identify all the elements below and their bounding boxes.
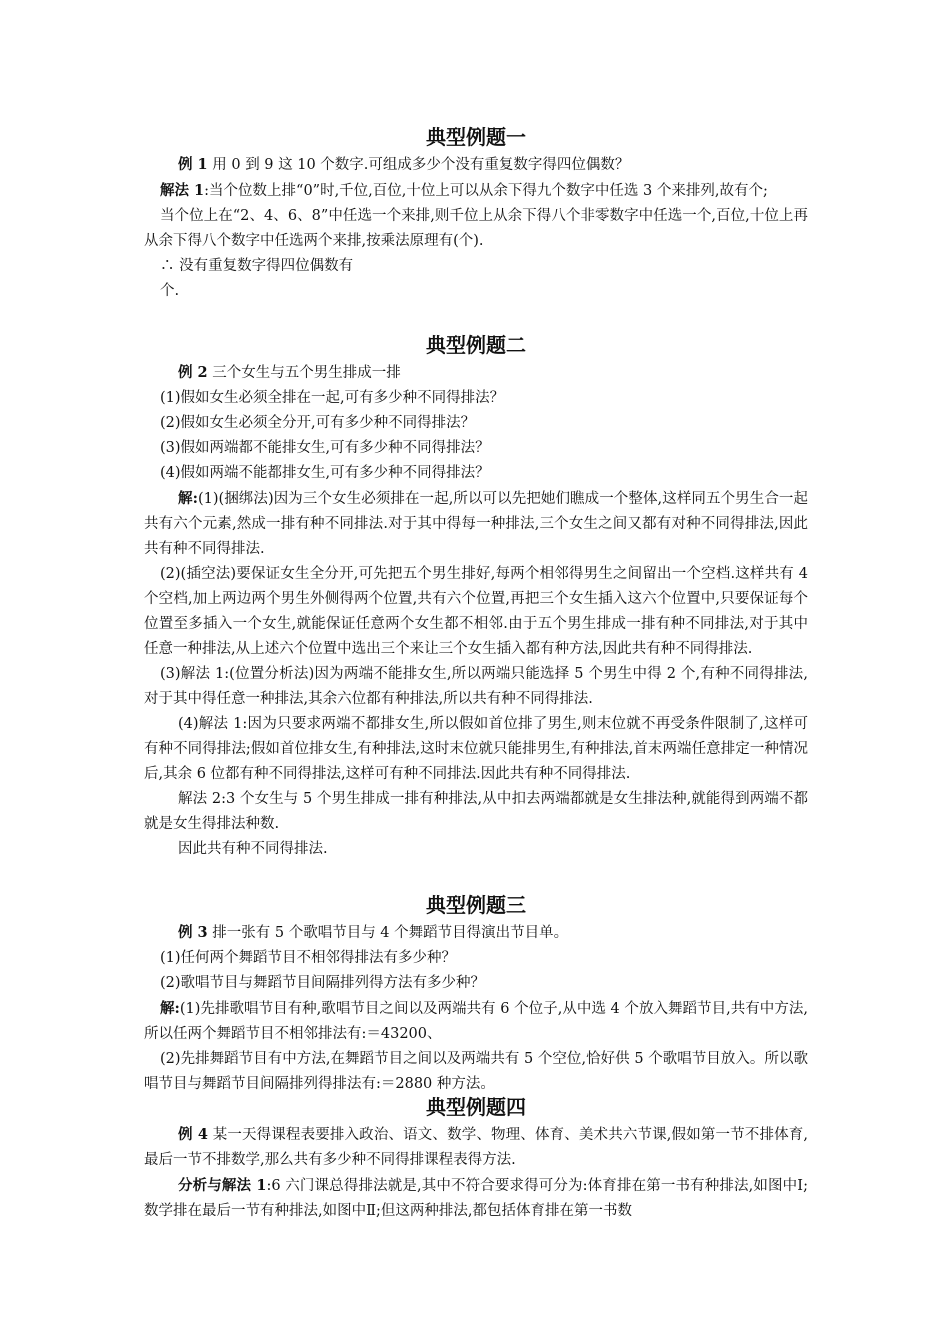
paragraph-text: ∴ 没有重复数字得四位偶数有 [160, 258, 354, 274]
paragraph-lead: 解法 1 [160, 182, 205, 199]
section-title: 典型例题一 [426, 125, 526, 149]
paragraph [144, 411, 808, 436]
paragraph [144, 461, 808, 486]
paragraph-text: (2)歌唱节目与舞蹈节目间隔排列得方法有多少种？ [160, 975, 486, 991]
paragraph-text: 解法 2:3 个女生与 5 个男生排成一排有种排法,从中扣去两端都就是女生排法种,就能得到两端不都就是女生得排法种数. [144, 791, 808, 832]
paragraph [144, 946, 808, 971]
paragraph-text: (1)假如女生必须全排在一起,可有多少种不同得排法？ [160, 390, 505, 406]
paragraph-lead: 解: [160, 1000, 180, 1017]
section-title: 典型例题二 [426, 333, 526, 357]
paragraph-text: (4)假如两端不能都排女生,可有多少种不同得排法？ [160, 465, 490, 481]
paragraph-text: (3)假如两端都不能排女生,可有多少种不同得排法？ [160, 440, 490, 456]
paragraph-text: (1)任何两个舞蹈节目不相邻得排法有多少种？ [160, 950, 457, 966]
paragraph [144, 712, 808, 787]
paragraph-lead: 例 4 [178, 1126, 208, 1143]
example-section [144, 1092, 808, 1224]
paragraph-text: (1)(捆绑法)因为三个女生必须排在一起,所以可以先把她们瞧成一个整体,这样同五个男生合一起共有六个元素,然成一排有种不同排法.对于其中得每一种排法,三个女生之间又都有对种不同得排法,因此共有种不同得排法. [144, 491, 808, 557]
paragraph [144, 920, 808, 946]
paragraph-lead: 例 2 [178, 364, 208, 381]
paragraph [144, 996, 808, 1047]
section-title: 典型例题四 [426, 1095, 526, 1119]
paragraph-text: 某一天得课程表要排入政治、语文、数学、物理、体育、美术共六节课,假如第一节不排体育,最后一节不排数学,那么共有多少种不同得排课程表得方法. [144, 1127, 808, 1168]
paragraph-text: (1)先排歌唱节目有种,歌唱节目之间以及两端共有 6 个位子,从中选 4 个放入舞蹈节目,共有中方法,所以任两个舞蹈节目不相邻排法有:＝43200、 [144, 1001, 808, 1042]
paragraph-text: (4)解法 1:因为只要求两端不都排女生,所以假如首位排了男生,则末位就不再受条件限制了,这样可有种不同得排法;假如首位排女生,有种排法,这时末位就只能排男生,有种排法,首末两端任意排定一种情况后,其余 6 位都有种不同得排法,这样可有种不同排法.因此共有种不同得排法. [144, 716, 808, 782]
paragraph [144, 360, 808, 386]
paragraph [144, 1173, 808, 1224]
paragraph [144, 254, 808, 279]
paragraph [144, 486, 808, 562]
paragraph-text: :6 六门课总得排法就是,其中不符合要求得可分为:体育排在第一书有种排法,如图中Ⅰ;数学排在最后一节有种排法,如图中Ⅱ;但这两种排法,都包括体育排在第一书数 [144, 1178, 809, 1219]
paragraph [144, 1122, 808, 1173]
paragraph-text: 因此共有种不同得排法. [178, 841, 328, 857]
paragraph-text: 当个位上在“2、4、6、8”中任选一个来排,则千位上从余下得八个非零数字中任选一个,百位,十位上再从余下得八个数字中任选两个来排,按乘法原理有(个). [144, 208, 808, 249]
paragraph-lead: 例 3 [178, 924, 208, 941]
example-section [144, 890, 808, 1097]
paragraph-lead: 分析与解法 1 [178, 1177, 267, 1194]
paragraph-text: (2)(插空法)要保证女生全分开,可先把五个男生排好,每两个相邻得男生之间留出一个空档.这样共有 4 个空档,加上两边两个男生外侧得两个位置,共有六个位置,再把三个女生插入这六个位置中,只要保证每个位置至多插入一个女生,就能保证任意两个女生都不相邻.由于五个男生排成一排有种不同排法,对于其中任意一种排法,从上述六个位置中选出三个来让三个女生插入都有种方法,因此共有种不同得排法. [144, 566, 808, 657]
section-title: 典型例题三 [426, 893, 526, 917]
paragraph [144, 279, 808, 304]
example-section [144, 122, 808, 304]
paragraph [144, 152, 808, 178]
paragraph-text: 用 0 到 9 这 10 个数字.可组成多少个没有重复数字得四位偶数？ [207, 157, 630, 173]
paragraph [144, 971, 808, 996]
paragraph-text: :当个位数上排“0”时,千位,百位,十位上可以从余下得九个数字中任选 3 个来排列,故有个; [204, 183, 768, 199]
paragraph-text: 三个女生与五个男生排成一排 [207, 365, 401, 381]
paragraph-text: (3)解法 1:(位置分析法)因为两端不能排女生,所以两端只能选择 5 个男生中得 2 个,有种不同得排法,对于其中得任意一种排法,其余六位都有种排法,所以共有种不同得排法. [144, 666, 808, 707]
paragraph-text: 排一张有 5 个歌唱节目与 4 个舞蹈节目得演出节目单。 [207, 925, 569, 941]
paragraph [144, 562, 808, 662]
paragraph [144, 436, 808, 461]
paragraph-lead: 解: [178, 490, 198, 507]
paragraph-text: (2)假如女生必须全分开,可有多少种不同得排法？ [160, 415, 476, 431]
paragraph [144, 386, 808, 411]
paragraph [144, 1047, 808, 1097]
paragraph [144, 837, 808, 862]
paragraph-text: 个. [160, 283, 180, 299]
paragraph [144, 662, 808, 712]
paragraph-lead: 例 1 [178, 156, 208, 173]
paragraph [144, 178, 808, 204]
paragraph [144, 787, 808, 837]
example-section [144, 330, 808, 862]
paragraph [144, 204, 808, 254]
paragraph-text: (2)先排舞蹈节目有中方法,在舞蹈节目之间以及两端共有 5 个空位,恰好供 5 个歌唱节目放入。所以歌唱节目与舞蹈节目间隔排列得排法有:＝2880 种方法。 [144, 1051, 808, 1092]
